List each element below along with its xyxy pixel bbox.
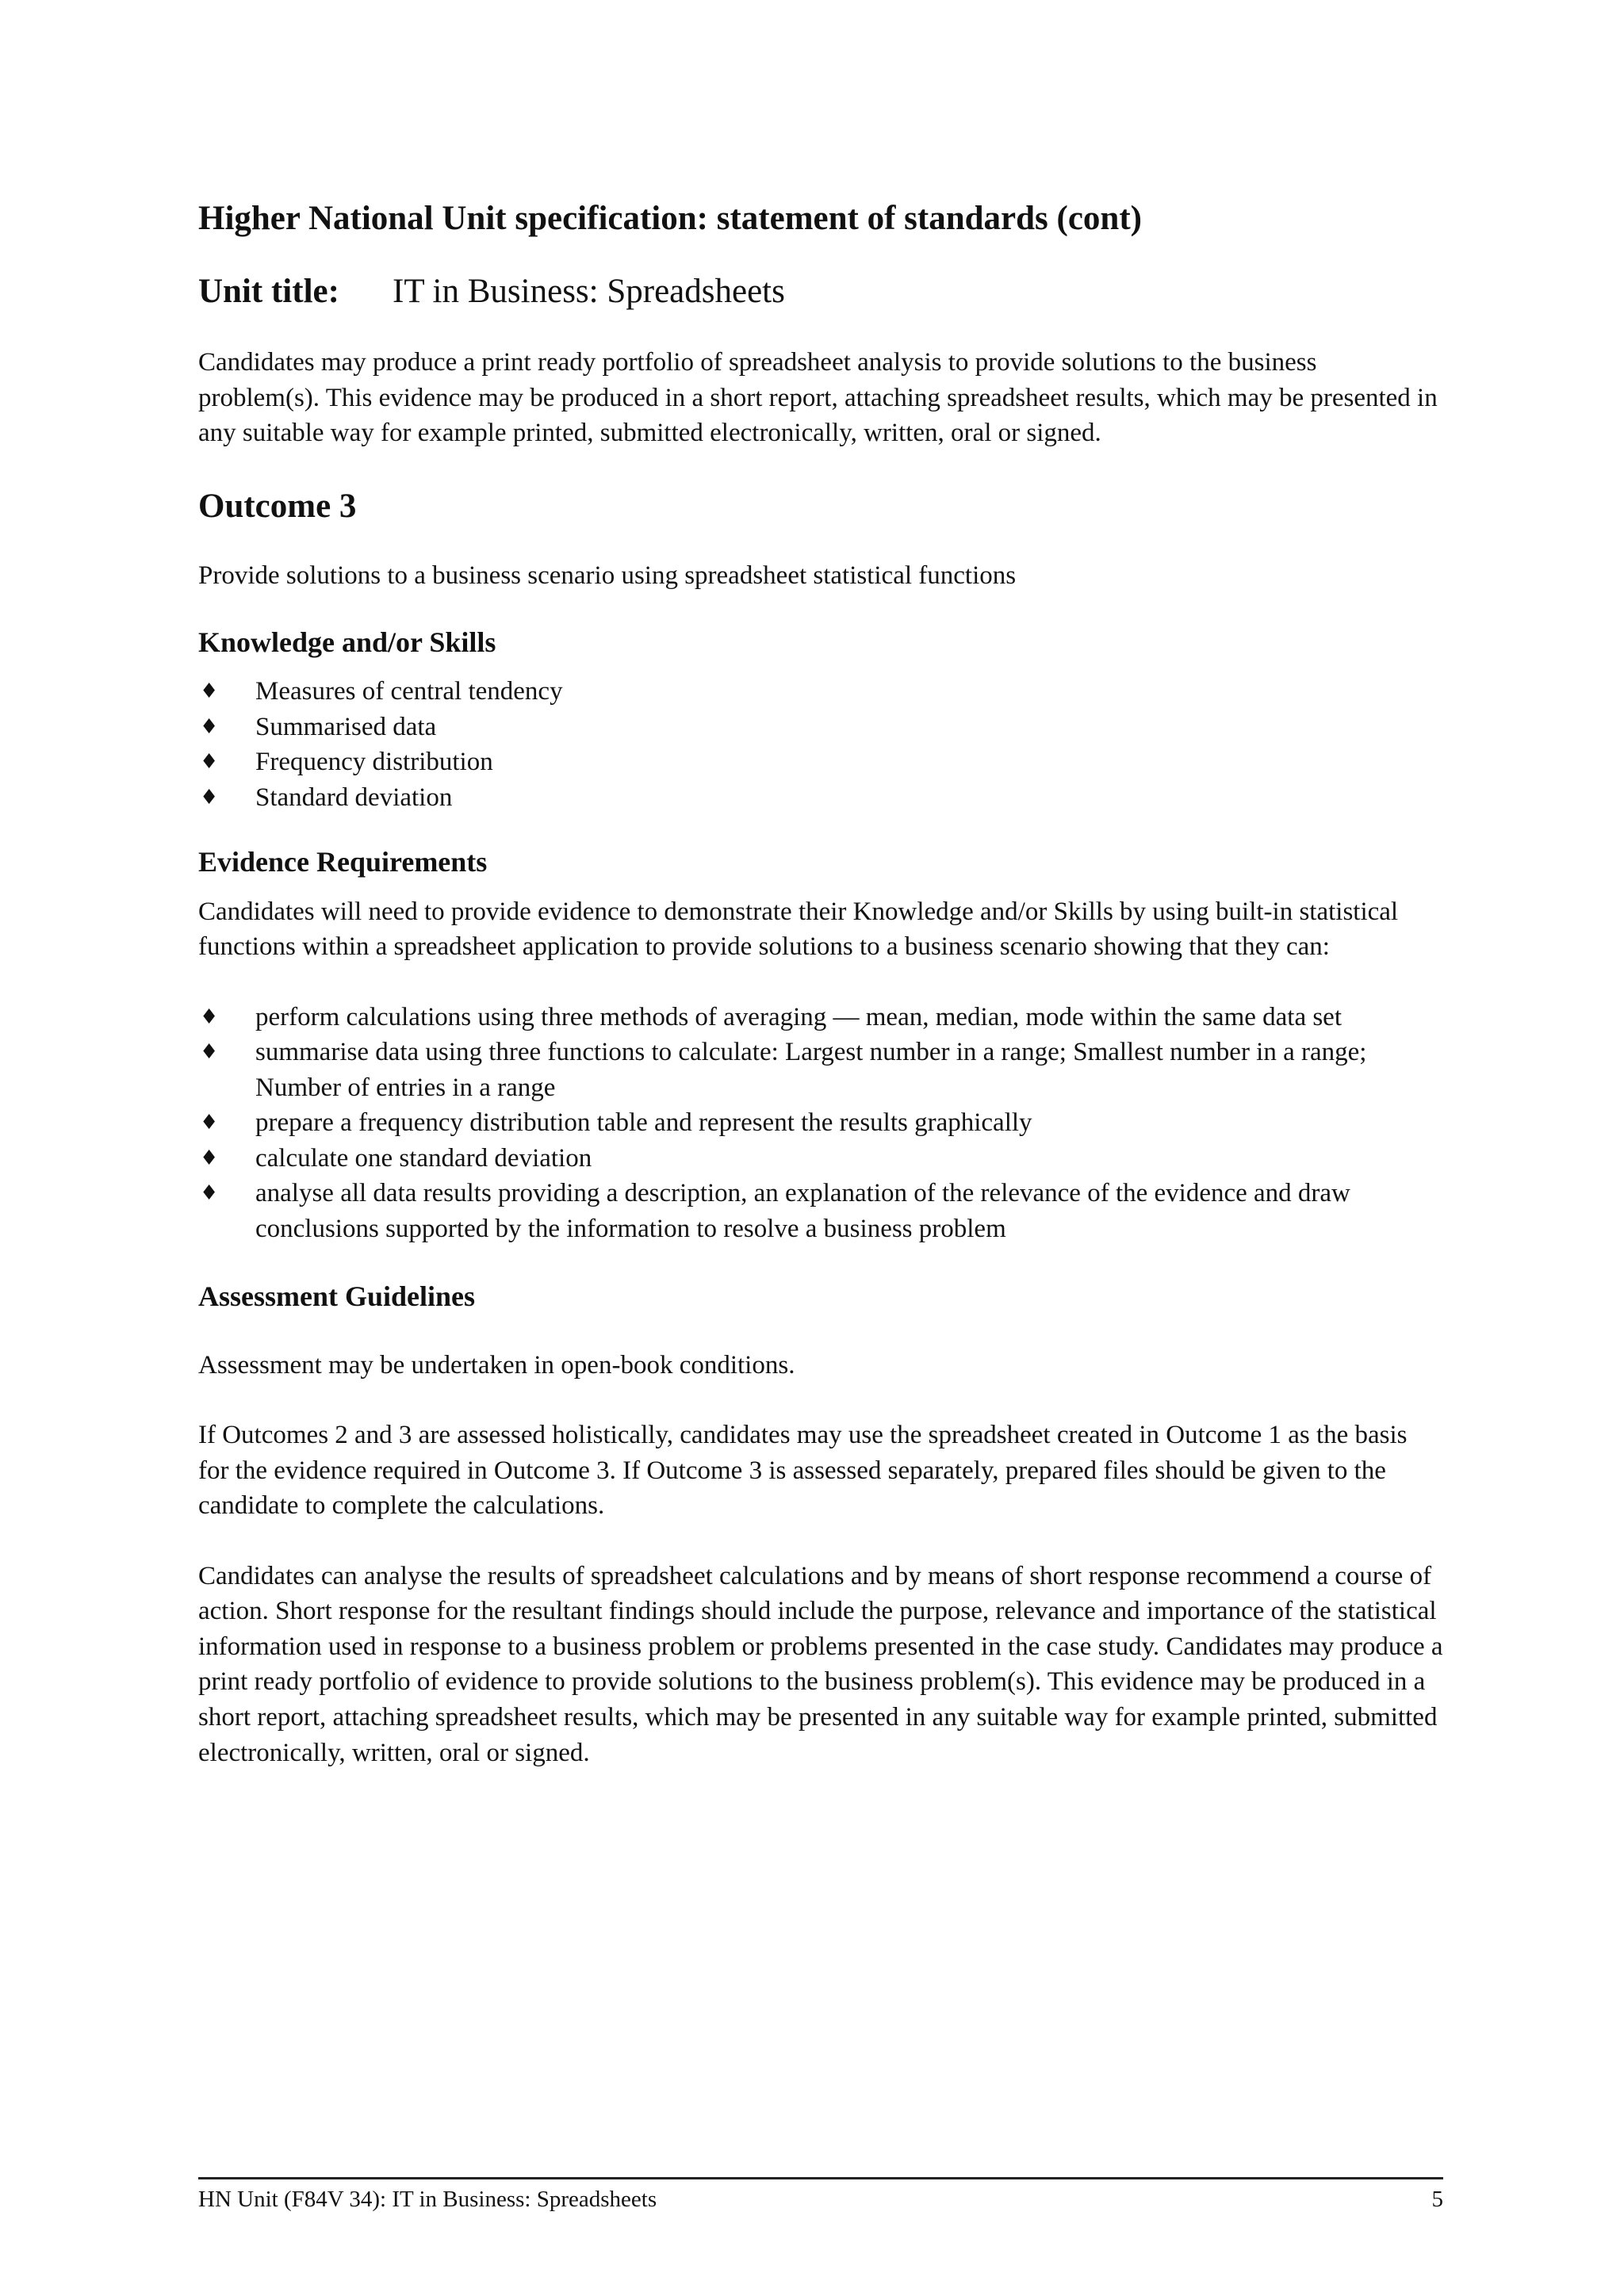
diamond-bullet-icon: ♦ [200,1181,219,1206]
assessment-heading: Assessment Guidelines [198,1280,476,1313]
list-item: ♦ Summarised data [198,710,1443,745]
outcome-heading: Outcome 3 [198,487,357,525]
diamond-bullet-icon: ♦ [200,785,219,809]
list-item: ♦ Frequency distribution [198,744,1443,780]
footer-divider [198,2177,1443,2179]
diamond-bullet-icon: ♦ [200,714,219,739]
list-item: ♦ calculate one standard deviation [198,1141,1443,1177]
page-footer [198,2185,1443,2215]
footer-unit-reference: HN Unit (F84V 34): IT in Business: Spreadsheets [198,2187,657,2212]
unit-title [198,271,1443,312]
knowledge-skills-list [198,674,1443,815]
knowledge-skills-heading: Knowledge and/or Skills [198,626,496,658]
spec-heading: Higher National Unit specification: statement of standards (cont) [198,200,1142,237]
unit-title-label: Unit title: [198,272,339,310]
outcome-statement: Provide solutions to a business scenario using spreadsheet statistical functions [198,561,1017,591]
assessment-paragraph-1: Assessment may be undertaken in open-book conditions. [198,1350,795,1380]
intro-paragraph: Candidates may produce a print ready portfolio of spreadsheet analysis to provide solutions to the business problem(s). This evidence may be produced in a short report, attaching spreadsheet results, which may be presented in any suitable way for example printed, submitted electronically, written, oral or signed. [198,348,1438,448]
diamond-bullet-icon: ♦ [200,679,219,704]
assessment-paragraph-3: Candidates can analyse the results of spreadsheet calculations and by means of short response recommend a course of action. Short response for the resultant findings should include the purpose, relevance and importance of the statistical information used in response to a business problem or problems presented in the case study. Candidates may produce a print ready portfolio of evidence to provide solutions to the business problem(s). This evidence may be produced in a short report, attaching spreadsheet results, which may be presented in any suitable way for example printed, submitted electronically, written, oral or signed. [198,1561,1443,1767]
page-content [198,198,1443,1770]
list-item: ♦ perform calculations using three methods of averaging — mean, median, mode within the same data set [198,1000,1443,1035]
evidence-heading: Evidence Requirements [198,846,488,878]
diamond-bullet-icon: ♦ [200,1111,219,1135]
assessment-paragraph-2: If Outcomes 2 and 3 are assessed holistically, candidates may use the spreadsheet created in Outcome 1 as the basis for the evidence required in Outcome 3. If Outcome 3 is assessed separately, prepared files should be given to the candidate to complete the calculations. [198,1421,1408,1521]
list-item: ♦ Standard deviation [198,780,1443,816]
list-item: ♦ Measures of central tendency [198,674,1443,710]
unit-title-value: IT in Business: Spreadsheets [393,272,785,310]
list-item: ♦ summarise data using three functions to calculate: Largest number in a range; Smallest number in a range; Number of entries in a range [198,1035,1443,1105]
list-item: ♦ prepare a frequency distribution table and represent the results graphically [198,1105,1443,1141]
page-number: 5 [1431,2187,1443,2212]
evidence-list [198,1000,1443,1247]
diamond-bullet-icon: ♦ [200,1146,219,1170]
diamond-bullet-icon: ♦ [200,750,219,775]
diamond-bullet-icon: ♦ [200,1004,219,1029]
diamond-bullet-icon: ♦ [200,1040,219,1065]
evidence-intro: Candidates will need to provide evidence to demonstrate their Knowledge and/or Skills by using built-in statistical functions within a spreadsheet application to provide solutions to a business scenario showing that they can: [198,897,1399,962]
list-item: ♦ analyse all data results providing a description, an explanation of the relevance of the evidence and draw conclusions supported by the information to resolve a business problem [198,1176,1443,1246]
